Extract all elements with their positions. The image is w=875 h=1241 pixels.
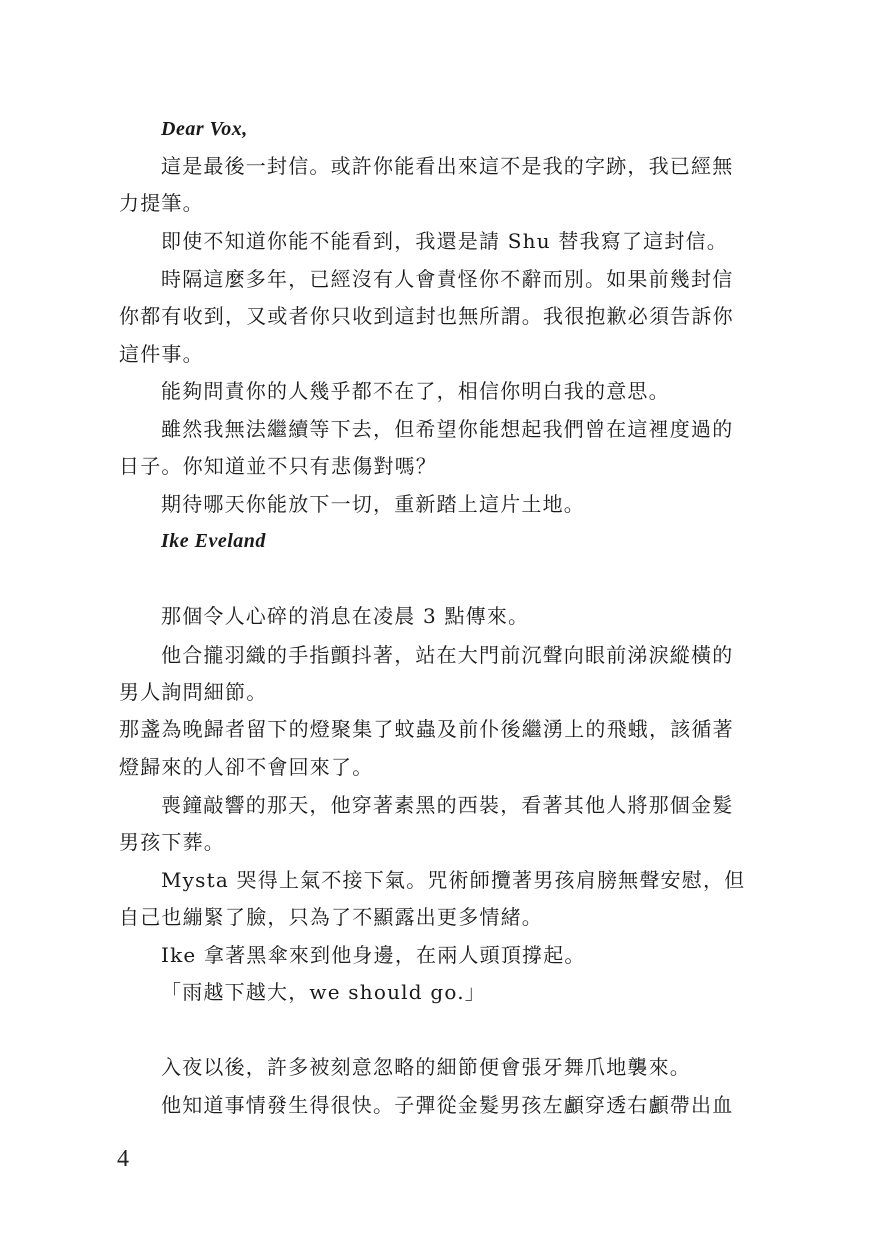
letter-line: 期待哪天你能放下一切，重新踏上這片土地。 — [161, 492, 585, 516]
letter-line: 能夠問責你的人幾乎都不在了，相信你明白我的意思。 — [161, 379, 670, 403]
letter-salutation: Dear Vox, — [161, 118, 248, 140]
narrative-line: 那個令人心碎的消息在凌晨 3 點傳來。 — [161, 604, 530, 628]
narrative-line: Mysta 哭得上氣不接下氣。咒術師攬著男孩肩膀無聲安慰，但 — [161, 868, 746, 892]
page-number: 4 — [117, 1146, 129, 1172]
letter-line: 雖然我無法繼續等下去，但希望你能想起我們曾在這裡度過的 — [161, 417, 734, 441]
narrative-line: 自己也繃緊了臉，只為了不顯露出更多情緒。 — [119, 905, 543, 929]
narrative-line: 那盞為晚歸者留下的燈聚集了蚊蟲及前仆後繼湧上的飛蛾，該循著 — [119, 717, 734, 741]
letter-line: 日子。你知道並不只有悲傷對嗎？ — [119, 454, 437, 478]
letter-line: 時隔這麼多年，已經沒有人會責怪你不辭而別。如果前幾封信 — [161, 267, 734, 291]
narrative-line: 入夜以後，許多被刻意忽略的細節便會張牙舞爪地襲來。 — [161, 1055, 691, 1079]
letter-signature: Ike Eveland — [161, 530, 266, 552]
letter-line: 這件事。 — [119, 342, 204, 366]
letter-line: 即使不知道你能不能看到，我還是請 Shu 替我寫了這封信。 — [161, 229, 728, 253]
letter-line: 力提筆。 — [119, 191, 204, 215]
narrative-line: 喪鐘敲響的那天，他穿著素黑的西裝，看著其他人將那個金髮 — [161, 793, 734, 817]
letter-line: 你都有收到，又或者你只收到這封也無所謂。我很抱歉必須告訴你 — [119, 304, 734, 328]
dialogue-line: 「雨越下越大，we should go.」 — [161, 980, 486, 1004]
narrative-line: 他合攏羽織的手指顫抖著，站在大門前沉聲向眼前涕淚縱橫的 — [161, 643, 734, 667]
letter-line: 這是最後一封信。或許你能看出來這不是我的字跡，我已經無 — [161, 154, 734, 178]
narrative-line: 燈歸來的人卻不會回來了。 — [119, 755, 374, 779]
narrative-line: 男孩下葬。 — [119, 830, 225, 854]
narrative-line: Ike 拿著黑傘來到他身邊，在兩人頭頂撐起。 — [161, 943, 586, 967]
narrative-line: 他知道事情發生得很快。子彈從金髮男孩左顱穿透右顱帶出血 — [161, 1093, 734, 1117]
narrative-line: 男人詢問細節。 — [119, 680, 268, 704]
